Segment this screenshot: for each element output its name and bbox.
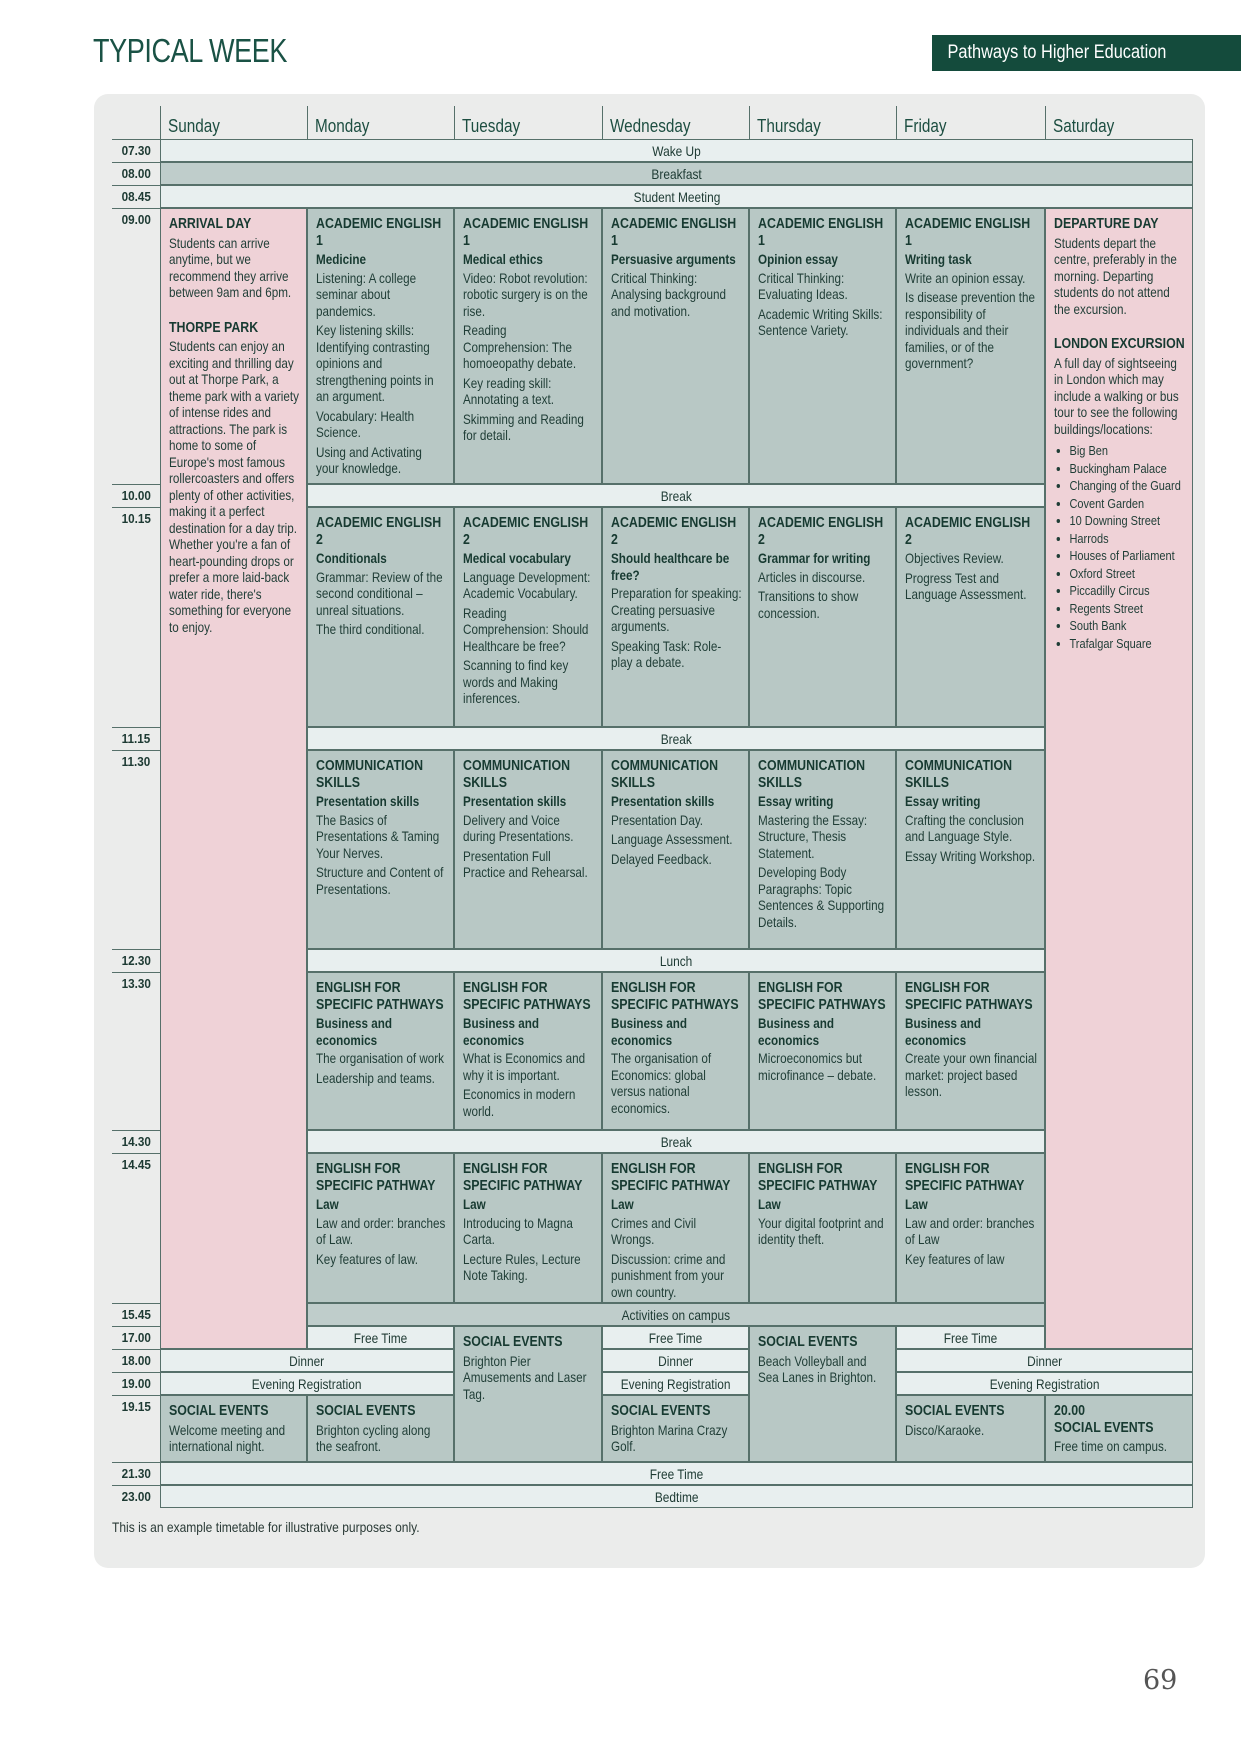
session-line: The organisation of work [316,1051,445,1066]
session-title: ACADEMIC ENGLISH 1 [316,216,442,249]
session-subtitle: Presentation skills [611,794,715,809]
session-title: ENGLISH FOR SPECIFIC PATHWAYS [316,980,444,1013]
session-comm-tue [454,750,602,949]
social-events-text: Brighton cycling along the seafront. [316,1422,431,1454]
session-title: ACADEMIC ENGLISH 2 [758,515,884,548]
session-subtitle: Conditionals [316,551,387,566]
session-line: Critical Thinking: Evaluating Ideas. [758,270,848,302]
social-events-tue [454,1326,602,1462]
session-comm-wed [602,750,749,949]
location-item: • Buckingham Palace [1069,460,1186,478]
band-activities-on-campus: Activities on campus [307,1303,1045,1326]
social-events-title: SOCIAL EVENTS [758,1334,858,1350]
time-label: 11.15 [112,727,160,750]
band-wake-up: Wake Up [160,139,1193,162]
session-line: Transitions to show concession. [758,589,859,621]
session-subtitle: Persuasive arguments [611,252,736,267]
session-ae1-wed [602,208,749,484]
session-subtitle: Law [758,1197,781,1212]
session-title: COMMUNICATION SKILLS [905,758,1013,791]
session-line: The Basics of Presentations & Taming Your Nerves. [316,812,440,861]
session-ae1-fri [896,208,1045,484]
london-excursion-title: LONDON EXCURSION [1054,336,1185,352]
session-title: ENGLISH FOR SPECIFIC PATHWAY [463,1161,583,1194]
evening-registration-sun-mon: Evening Registration [160,1372,454,1395]
session-subtitle: Medical vocabulary [463,551,571,566]
session-line: Key reading skill: Annotating a text. [463,375,554,407]
session-subtitle: Writing task [905,252,972,267]
location-item: • Piccadilly Circus [1069,582,1186,600]
session-title: ACADEMIC ENGLISH 1 [463,216,589,249]
session-subtitle: Grammar for writing [758,551,871,566]
day-header-saturday: Saturday [1045,106,1193,139]
session-subtitle: Should healthcare be free? [611,551,730,583]
location-item: • Regents Street [1069,600,1186,618]
dinner-wednesday: Dinner [602,1349,749,1372]
time-label: 07.30 [112,139,160,162]
location-item: • 10 Downing Street [1069,512,1186,530]
social-events-time: 20.00 [1054,1403,1085,1419]
session-title: COMMUNICATION SKILLS [611,758,719,791]
session-subtitle: Business and economics [316,1016,393,1048]
time-label: 10.00 [112,484,160,507]
band-lunch: Lunch [307,949,1045,972]
session-ae1-tue [454,208,602,484]
session-line: Delivery and Voice during Presentations. [463,812,574,844]
session-title: ENGLISH FOR SPECIFIC PATHWAYS [463,980,591,1013]
social-events-text: Disco/Karaoke. [905,1422,985,1438]
free-time-friday: Free Time [896,1326,1045,1349]
session-line: Law and order: branches of Law. [316,1215,446,1247]
session-subtitle: Opinion essay [758,252,838,267]
session-ae2-wed [602,507,749,727]
time-label: 08.45 [112,185,160,208]
day-header-friday: Friday [896,106,1045,139]
arrival-title: ARRIVAL DAY [169,216,252,232]
dinner-fri-sat: Dinner [896,1349,1193,1372]
time-label: 09.00 [112,208,160,484]
session-line: Preparation for speaking: Creating persuasive arguments. [611,586,742,634]
session-subtitle: Presentation skills [316,794,420,809]
time-label: 10.15 [112,507,160,727]
social-events-fri [896,1395,1045,1462]
session-subtitle: Business and economics [905,1016,982,1048]
session-subtitle: Law [463,1197,486,1212]
social-events-sat [1045,1395,1193,1462]
departure-text: Students depart the centre, preferably in the morning. Departing students do not attend the excursion. [1054,235,1177,317]
day-header-thursday: Thursday [749,106,896,139]
time-label: 14.30 [112,1130,160,1153]
session-line: Mastering the Essay: Structure, Thesis Statement. [758,812,868,861]
session-line: Economics in modern world. [463,1087,576,1119]
session-esp1-tue [454,972,602,1130]
session-line: Academic Writing Skills: Sentence Variety. [758,306,883,338]
session-line: Objectives Review. [905,551,1004,566]
session-line: What is Economics and why it is important. [463,1051,586,1083]
session-subtitle: Law [316,1197,339,1212]
thorpe-park-text: Students can enjoy an exciting and thrilling day out at Thorpe Park, a theme park with a variety of intense rides and attractions. The park is home to some of Europe's most famous rollercoasters and offers plenty of other activities, making it a perfect destination for a day trip. Whether you're a fan of heart-pounding drops or prefer a more laid-back water ride, there's something for everyone to enjoy. [169,339,299,635]
session-line: Write an opinion essay. [905,270,1026,286]
time-label: 11.30 [112,750,160,949]
session-title: ACADEMIC ENGLISH 2 [905,515,1031,548]
session-line: The organisation of Economics: global versus national economics. [611,1051,712,1116]
day-header-monday: Monday [307,106,454,139]
social-events-title: SOCIAL EVENTS [611,1403,711,1419]
social-events-title: SOCIAL EVENTS [905,1403,1005,1419]
time-label: 15.45 [112,1303,160,1326]
brand-tab: Pathways to Higher Education [932,35,1241,71]
social-events-text: Welcome meeting and international night. [169,1422,286,1454]
session-line: Speaking Task: Role-play a debate. [611,638,722,670]
free-time-wednesday: Free Time [602,1326,749,1349]
time-label: 17.00 [112,1326,160,1349]
session-esp2-tue [454,1153,602,1303]
session-line: Your digital footprint and identity theft. [758,1215,884,1247]
social-events-mon [307,1395,454,1462]
footnote: This is an example timetable for illustrative purposes only. [112,1519,420,1535]
session-title: ACADEMIC ENGLISH 1 [611,216,737,249]
time-label: 19.00 [112,1372,160,1395]
saturday-departure [1045,208,1193,1349]
thorpe-park-title: THORPE PARK [169,319,259,336]
session-esp2-wed [602,1153,749,1303]
session-esp1-mon [307,972,454,1130]
session-title: ENGLISH FOR SPECIFIC PATHWAY [316,1161,436,1194]
location-item: • Houses of Parliament [1069,547,1186,565]
session-line: Language Assessment. [611,832,733,847]
social-events-thu [749,1326,896,1462]
session-line: Progress Test and Language Assessment. [905,570,1027,602]
time-label: 13.30 [112,972,160,1130]
session-esp1-thu [749,972,896,1130]
session-title: ACADEMIC ENGLISH 1 [905,216,1031,249]
session-ae2-fri [896,507,1045,727]
session-line: Law and order: branches of Law [905,1215,1035,1247]
session-esp1-wed [602,972,749,1130]
page-number: 69 [1143,1665,1178,1696]
session-title: COMMUNICATION SKILLS [316,758,424,791]
london-locations-list [1054,442,1186,652]
social-events-text: Brighton Marina Crazy Golf. [611,1422,728,1454]
social-events-sun [160,1395,307,1462]
session-subtitle: Law [905,1197,928,1212]
social-events-title: SOCIAL EVENTS [463,1334,563,1350]
location-item: • Harrods [1069,530,1186,548]
free-time-monday: Free Time [307,1326,454,1349]
evening-registration-fri-sat: Evening Registration [896,1372,1193,1395]
sunday-arrival [160,208,307,1349]
location-item: • South Bank [1069,617,1186,635]
location-item: • Changing of the Guard [1069,477,1186,495]
session-line: Reading Comprehension: Should Healthcare be free? [463,605,589,654]
session-line: Key features of law. [316,1251,419,1267]
time-label: 23.00 [112,1485,160,1508]
session-ae2-tue [454,507,602,727]
session-esp2-thu [749,1153,896,1303]
session-subtitle: Business and economics [463,1016,540,1048]
session-line: Discussion: crime and punishment from your own country. [611,1251,726,1300]
band-breakfast: Breakfast [160,162,1193,185]
session-title: ENGLISH FOR SPECIFIC PATHWAY [611,1161,731,1194]
session-comm-thu [749,750,896,949]
session-subtitle: Essay writing [758,794,834,809]
session-title: ACADEMIC ENGLISH 2 [463,515,589,548]
session-line: Listening: A college seminar about pandemics. [316,270,417,319]
session-line: Language Development: Academic Vocabulary. [463,569,591,601]
time-label: 21.30 [112,1462,160,1485]
band-break: Break [307,1130,1045,1153]
day-header-sunday: Sunday [160,106,307,139]
session-esp2-fri [896,1153,1045,1303]
session-title: ENGLISH FOR SPECIFIC PATHWAYS [611,980,739,1013]
session-title: ENGLISH FOR SPECIFIC PATHWAYS [758,980,886,1013]
session-subtitle: Business and economics [611,1016,688,1048]
session-ae2-mon [307,507,454,727]
time-label: 18.00 [112,1349,160,1372]
time-label: 12.30 [112,949,160,972]
session-line: Lecture Rules, Lecture Note Taking. [463,1251,581,1283]
session-comm-fri [896,750,1045,949]
session-subtitle: Business and economics [758,1016,835,1048]
session-line: Essay Writing Workshop. [905,848,1036,864]
session-title: COMMUNICATION SKILLS [758,758,866,791]
day-header-wednesday: Wednesday [602,106,749,139]
social-events-title: SOCIAL EVENTS [1054,1419,1154,1436]
session-line: Create your own financial market: project based lesson. [905,1051,1037,1099]
session-title: ACADEMIC ENGLISH 2 [316,515,442,548]
departure-title: DEPARTURE DAY [1054,216,1159,232]
session-subtitle: Essay writing [905,794,981,809]
session-title: ENGLISH FOR SPECIFIC PATHWAY [758,1161,878,1194]
session-line: Crafting the conclusion and Language Style. [905,812,1024,844]
session-line: Structure and Content of Presentations. [316,865,444,897]
session-line: Crimes and Civil Wrongs. [611,1215,697,1247]
session-line: Scanning to find key words and Making inferences. [463,658,569,706]
location-item: • Big Ben [1069,442,1186,460]
band-break: Break [307,727,1045,750]
session-line: Microeconomics but microfinance – debate. [758,1051,877,1083]
session-line: Grammar: Review of the second conditional – unreal situations. [316,569,443,618]
session-line: Delayed Feedback. [611,851,712,867]
social-events-text: Brighton Pier Amusements and Laser Tag. [463,1353,587,1402]
session-subtitle: Law [611,1197,634,1212]
session-title: ENGLISH FOR SPECIFIC PATHWAYS [905,980,1033,1013]
session-line: Video: Robot revolution: robotic surgery is on the rise. [463,270,588,319]
london-excursion-text: A full day of sightseeing in London which may include a walking or bus tour to see the following buildings/locations: [1054,355,1179,437]
session-line: The third conditional. [316,622,425,637]
session-title: ACADEMIC ENGLISH 1 [758,216,884,249]
page-title: TYPICAL WEEK [93,32,288,69]
arrival-text: Students can arrive anytime, but we recommend they arrive between 9am and 6pm. [169,235,292,300]
social-events-text: Beach Volleyball and Sea Lanes in Brighton. [758,1353,877,1385]
band-free-time: Free Time [160,1462,1193,1485]
session-subtitle: Medicine [316,252,367,267]
band-bedtime: Bedtime [160,1485,1193,1508]
session-esp1-fri [896,972,1045,1130]
social-events-text: Free time on campus. [1054,1439,1168,1454]
session-line: Articles in discourse. [758,569,866,585]
session-title: COMMUNICATION SKILLS [463,758,571,791]
session-line: Is disease prevention the responsibility of individuals and their families, or of the government? [905,290,1035,371]
band-student-meeting: Student Meeting [160,185,1193,208]
band-break: Break [307,484,1045,507]
session-line: Vocabulary: Health Science. [316,408,415,440]
time-label: 19.15 [112,1395,160,1462]
session-ae1-thu [749,208,896,484]
session-comm-mon [307,750,454,949]
time-label: 08.00 [112,162,160,185]
session-ae2-thu [749,507,896,727]
social-events-title: SOCIAL EVENTS [169,1403,269,1419]
location-item: • Trafalgar Square [1069,635,1186,653]
day-header-tuesday: Tuesday [454,106,602,139]
session-line: Presentation Full Practice and Rehearsal. [463,848,588,880]
session-line: Reading Comprehension: The homoeopathy debate. [463,323,577,371]
session-line: Skimming and Reading for detail. [463,411,584,443]
session-line: Presentation Day. [611,812,704,828]
location-item: • Oxford Street [1069,565,1186,583]
session-title: ACADEMIC ENGLISH 2 [611,515,737,548]
session-esp2-mon [307,1153,454,1303]
evening-registration-wednesday: Evening Registration [602,1372,749,1395]
dinner-sun-mon: Dinner [160,1349,454,1372]
session-title: ENGLISH FOR SPECIFIC PATHWAY [905,1161,1025,1194]
time-label: 14.45 [112,1153,160,1303]
social-events-title: SOCIAL EVENTS [316,1403,416,1419]
session-line: Using and Activating your knowledge. [316,444,422,476]
session-ae1-mon [307,208,454,484]
session-line: Introducing to Magna Carta. [463,1215,573,1247]
session-line: Key features of law [905,1251,1005,1267]
session-subtitle: Presentation skills [463,794,567,809]
session-line: Leadership and teams. [316,1070,435,1086]
session-line: Developing Body Paragraphs: Topic Sentences & Supporting Details. [758,865,885,930]
location-item: • Covent Garden [1069,495,1186,513]
timetable-grid [112,106,1193,1508]
session-line: Key listening skills: Identifying contrasting opinions and strengthening points in an argument. [316,323,434,404]
social-events-wed [602,1395,749,1462]
session-line: Critical Thinking: Analysing background and motivation. [611,270,727,319]
session-subtitle: Medical ethics [463,252,543,267]
